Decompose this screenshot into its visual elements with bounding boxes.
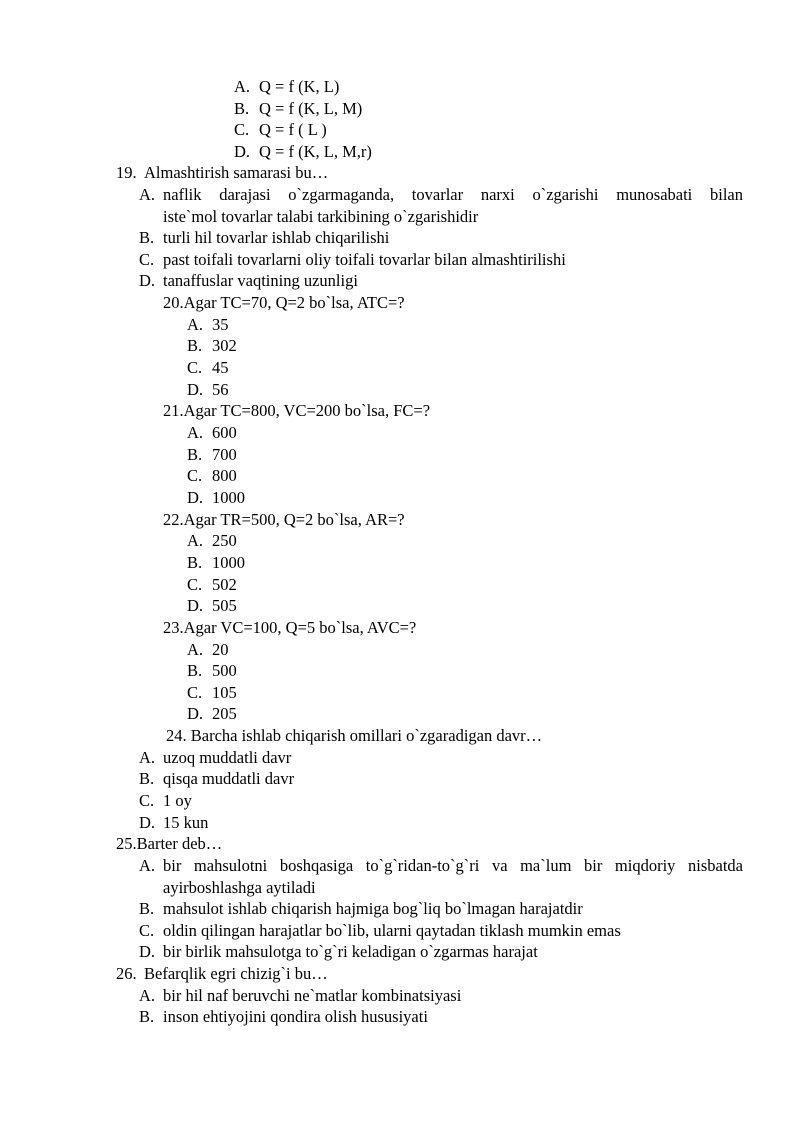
option-marker: D. bbox=[139, 813, 156, 832]
option-text: bir hil naf beruvchi ne`matlar kombinatsiyasi bbox=[163, 986, 462, 1005]
option-text: 35 bbox=[212, 315, 229, 334]
option-marker: D. bbox=[187, 704, 204, 723]
option-text: mahsulot ishlab chiqarish hajmiga bog`liq bo`lmagan harajatdir bbox=[163, 899, 583, 918]
option-line bbox=[187, 488, 245, 508]
option-marker: B. bbox=[234, 99, 250, 118]
option-line bbox=[187, 661, 237, 681]
option-line bbox=[187, 596, 237, 616]
option-text: 1 oy bbox=[163, 791, 192, 810]
option-marker: A. bbox=[187, 531, 204, 550]
option-marker: C. bbox=[187, 466, 203, 485]
option-line bbox=[187, 575, 237, 595]
option-text: uzoq muddatli davr bbox=[163, 748, 292, 767]
option-line bbox=[187, 358, 229, 378]
option-marker: A. bbox=[187, 640, 204, 659]
option-continuation: ayirboshlashga aytiladi bbox=[163, 878, 316, 897]
option-text: 1000 bbox=[212, 488, 245, 507]
option-marker: A. bbox=[139, 986, 156, 1005]
option-continuation: iste`mol tovarlar talabi tarkibining o`zgarishidir bbox=[163, 207, 479, 226]
option-marker: C. bbox=[187, 358, 203, 377]
option-text: 105 bbox=[212, 683, 237, 702]
option-text: 700 bbox=[212, 445, 237, 464]
option-text: 20 bbox=[212, 640, 229, 659]
question-23: 23.Agar VC=100, Q=5 bo`lsa, AVC=? bbox=[163, 618, 417, 637]
option-line bbox=[187, 466, 237, 486]
option-marker: C. bbox=[139, 791, 155, 810]
question-25: 25.Barter deb… bbox=[116, 834, 223, 853]
option-line bbox=[187, 640, 229, 660]
option-marker: D. bbox=[187, 380, 204, 399]
option-marker: B. bbox=[187, 553, 203, 572]
option-line bbox=[234, 99, 362, 119]
option-marker: B. bbox=[139, 769, 155, 788]
option-marker: A. bbox=[234, 77, 251, 96]
option-line bbox=[139, 899, 583, 919]
option-text: inson ehtiyojini qondira olish hususiyati bbox=[163, 1007, 428, 1026]
option-marker: D. bbox=[187, 488, 204, 507]
option-line bbox=[187, 380, 229, 400]
option-text: 56 bbox=[212, 380, 229, 399]
option-line bbox=[139, 250, 566, 270]
option-line bbox=[234, 77, 339, 97]
option-line bbox=[234, 120, 327, 140]
question-20: 20.Agar TC=70, Q=2 bo`lsa, ATC=? bbox=[163, 293, 405, 312]
option-marker: D. bbox=[187, 596, 204, 615]
option-text: Q = f (K, L) bbox=[259, 77, 340, 96]
option-marker: C. bbox=[187, 575, 203, 594]
question-24: 24. Barcha ishlab chiqarish omillari o`zgaradigan davr… bbox=[166, 726, 543, 745]
option-line bbox=[139, 748, 291, 768]
option-marker: A. bbox=[139, 185, 156, 204]
option-text: Q = f ( L ) bbox=[259, 120, 327, 139]
option-marker: C. bbox=[187, 683, 203, 702]
option-line bbox=[139, 813, 208, 833]
option-line bbox=[139, 986, 461, 1006]
option-marker: B. bbox=[139, 228, 155, 247]
option-marker: B. bbox=[139, 1007, 155, 1026]
option-line bbox=[139, 921, 621, 941]
option-marker: C. bbox=[234, 120, 250, 139]
option-line bbox=[139, 271, 358, 291]
option-marker: A. bbox=[187, 315, 204, 334]
option-text: 45 bbox=[212, 358, 229, 377]
option-text: 500 bbox=[212, 661, 237, 680]
question-number: 26. bbox=[116, 964, 137, 983]
option-marker: A. bbox=[187, 423, 204, 442]
option-line bbox=[139, 791, 192, 811]
option-line bbox=[139, 185, 743, 205]
option-line bbox=[234, 142, 372, 162]
option-text: bir birlik mahsulotga to`g`ri keladigan o`zgarmas harajat bbox=[163, 942, 538, 961]
option-text: 15 kun bbox=[163, 813, 209, 832]
question-text: Almashtirish samarasi bu… bbox=[144, 163, 329, 182]
option-marker: D. bbox=[139, 271, 156, 290]
option-line bbox=[187, 553, 245, 573]
option-line bbox=[139, 942, 538, 962]
option-line bbox=[187, 336, 237, 356]
option-text: Q = f (K, L, M) bbox=[259, 99, 363, 118]
option-line bbox=[139, 1007, 428, 1027]
option-text: 800 bbox=[212, 466, 237, 485]
option-line bbox=[187, 445, 237, 465]
option-line bbox=[139, 856, 743, 876]
option-text: 600 bbox=[212, 423, 237, 442]
option-line bbox=[139, 769, 294, 789]
option-marker: A. bbox=[139, 748, 156, 767]
option-text: past toifali tovarlarni oliy toifali tovarlar bilan almashtirilishi bbox=[163, 250, 566, 269]
option-marker: B. bbox=[139, 899, 155, 918]
option-line bbox=[187, 423, 237, 443]
option-text: oldin qilingan harajatlar bo`lib, ularni qaytadan tiklash mumkin emas bbox=[163, 921, 621, 940]
option-text: 502 bbox=[212, 575, 237, 594]
question-19 bbox=[116, 163, 328, 183]
question-number: 19. bbox=[116, 163, 137, 182]
option-marker: C. bbox=[139, 250, 155, 269]
option-marker: B. bbox=[187, 661, 203, 680]
option-line bbox=[187, 683, 237, 703]
option-text: tanaffuslar vaqtining uzunligi bbox=[163, 271, 358, 290]
option-marker: D. bbox=[139, 942, 156, 961]
option-line bbox=[187, 704, 237, 724]
option-marker: A. bbox=[139, 856, 156, 875]
option-text: 505 bbox=[212, 596, 237, 615]
option-text: naflik darajasi o`zgarmaganda, tovarlar narxi o`zgarishi munosabati bilan bbox=[163, 185, 743, 204]
option-text: Q = f (K, L, M,r) bbox=[259, 142, 372, 161]
option-line bbox=[187, 315, 229, 335]
question-26 bbox=[116, 964, 328, 984]
question-21: 21.Agar TC=800, VC=200 bo`lsa, FC=? bbox=[163, 401, 431, 420]
option-marker: B. bbox=[187, 336, 203, 355]
question-text: Befarqlik egri chizig`i bu… bbox=[144, 964, 328, 983]
question-22: 22.Agar TR=500, Q=2 bo`lsa, AR=? bbox=[163, 510, 405, 529]
option-text: 302 bbox=[212, 336, 237, 355]
option-text: turli hil tovarlar ishlab chiqarilishi bbox=[163, 228, 390, 247]
option-text: 1000 bbox=[212, 553, 245, 572]
option-line bbox=[139, 228, 389, 248]
option-text: 205 bbox=[212, 704, 237, 723]
option-text: bir mahsulotni boshqasiga to`g`ridan-to`g`ri va ma`lum bir miqdoriy nisbatda bbox=[163, 856, 743, 875]
option-text: qisqa muddatli davr bbox=[163, 769, 295, 788]
option-marker: B. bbox=[187, 445, 203, 464]
option-marker: D. bbox=[234, 142, 251, 161]
option-line bbox=[187, 531, 237, 551]
option-marker: C. bbox=[139, 921, 155, 940]
option-text: 250 bbox=[212, 531, 237, 550]
